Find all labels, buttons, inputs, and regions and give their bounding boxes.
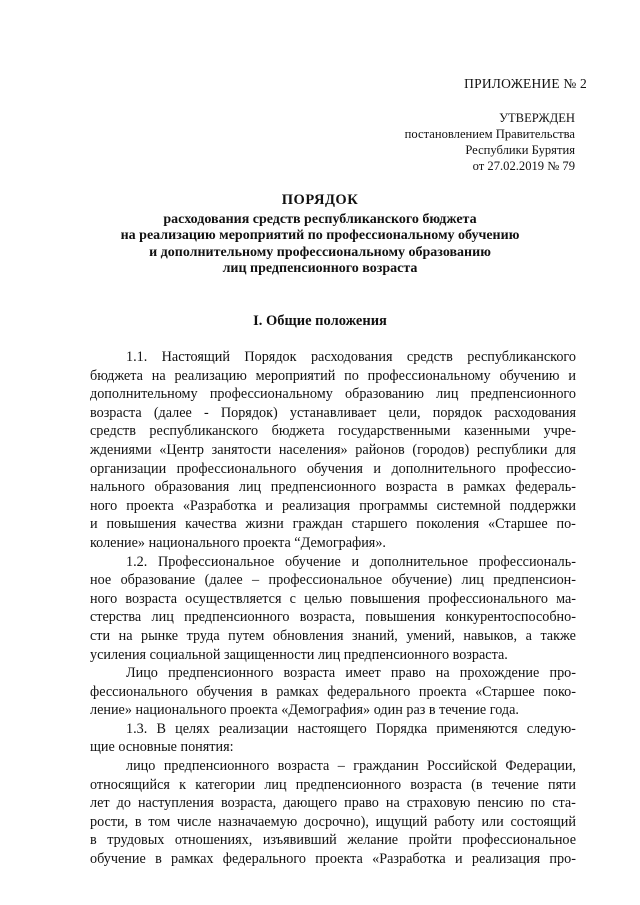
body-line: дополнительному профессиональному образованию лиц предпенсионного <box>90 386 576 403</box>
approval-line: Республики Бурятия <box>465 143 575 157</box>
body-line: ждениями «Центр занятости населения» районов (городов) республики для <box>90 441 576 458</box>
body-line: нального образования лиц предпенсионного возраста в рамках федераль- <box>90 479 576 496</box>
body-line: Лицо предпенсионного возраста имеет право на прохождение про- <box>126 665 576 682</box>
body-line: в трудовых отношениях, изъявивший желание пройти профессиональное <box>90 832 576 849</box>
body-line: относящийся к категории лиц предпенсионного возраста (в течение пяти <box>90 776 576 793</box>
body-line: 1.3. В целях реализации настоящего Порядка применяются следую- <box>126 720 576 737</box>
body-line: стерства лиц предпенсионного возраста, повышения конкурентоспособно- <box>90 609 576 626</box>
annex-label: ПРИЛОЖЕНИЕ № 2 <box>464 76 587 91</box>
approval-line: постановлением Правительства <box>404 127 575 141</box>
approval-block <box>380 110 575 174</box>
body-line: 1.2. Профессиональное обучение и дополнительное профессиональ- <box>126 553 576 570</box>
approval-line: от 27.02.2019 № 79 <box>472 159 575 173</box>
body-line: организации профессионального обучения и дополнительного профессио- <box>90 460 576 477</box>
body-line: обучение в рамках федерального проекта «Разработка и реализация про- <box>90 851 576 868</box>
body-line: щие основные понятия: <box>90 739 234 756</box>
body-line: возраста (далее - Порядок) устанавливает цели, порядок расходования <box>90 404 576 421</box>
document-title-main: ПОРЯДОК <box>281 192 359 208</box>
document-title-line: расходования средств республиканского бюджета <box>163 211 477 227</box>
body-line: сти на рынке труда путем обновления знаний, умений, навыков, а также <box>90 627 576 644</box>
body-line: коление» национального проекта “Демография». <box>90 534 386 551</box>
body-line: лицо предпенсионного возраста – гражданин Российской Федерации, <box>126 758 576 775</box>
body-line: ного проекта «Разработка и реализация программы системной поддержки <box>90 497 576 514</box>
body-line: рости, в том числе назначаемую досрочно), ищущий работу или состоящий <box>90 813 576 830</box>
document-title-line: и дополнительному профессиональному образованию <box>149 244 491 260</box>
section-heading: I. Общие положения <box>253 313 387 329</box>
document-title-line: на реализацию мероприятий по профессиональному обучению <box>120 228 520 243</box>
body-line: лет до наступления возраста, дающего право на страховую пенсию по ста- <box>90 795 576 812</box>
body-line: ное образование (далее – профессиональное обучение) лиц предпенсион- <box>90 572 576 589</box>
document-title <box>0 192 640 278</box>
document-title-line: лиц предпенсионного возраста <box>222 261 418 276</box>
body-line: средств республиканского бюджета государственными казенными учре- <box>90 423 576 440</box>
body-line: ного возраста осуществляется с целью повышения профессионального ма- <box>90 590 576 607</box>
body-text <box>90 348 576 869</box>
body-line: усиления социальной защищенности лиц предпенсионного возраста. <box>90 646 508 663</box>
body-line: и повышения качества жизни граждан старшего поколения «Старшее по- <box>90 516 576 533</box>
body-line: фессионального обучения в рамках федерального проекта «Старшее поко- <box>90 683 576 700</box>
body-line: 1.1. Настоящий Порядок расходования средств республиканского <box>126 349 576 365</box>
approval-line: УТВЕРЖДЕН <box>499 111 575 125</box>
body-line: ление» национального проекта «Демография» один раз в течение года. <box>90 702 519 719</box>
body-line: бюджета на реализацию мероприятий по профессиональному обучению и <box>90 367 576 384</box>
